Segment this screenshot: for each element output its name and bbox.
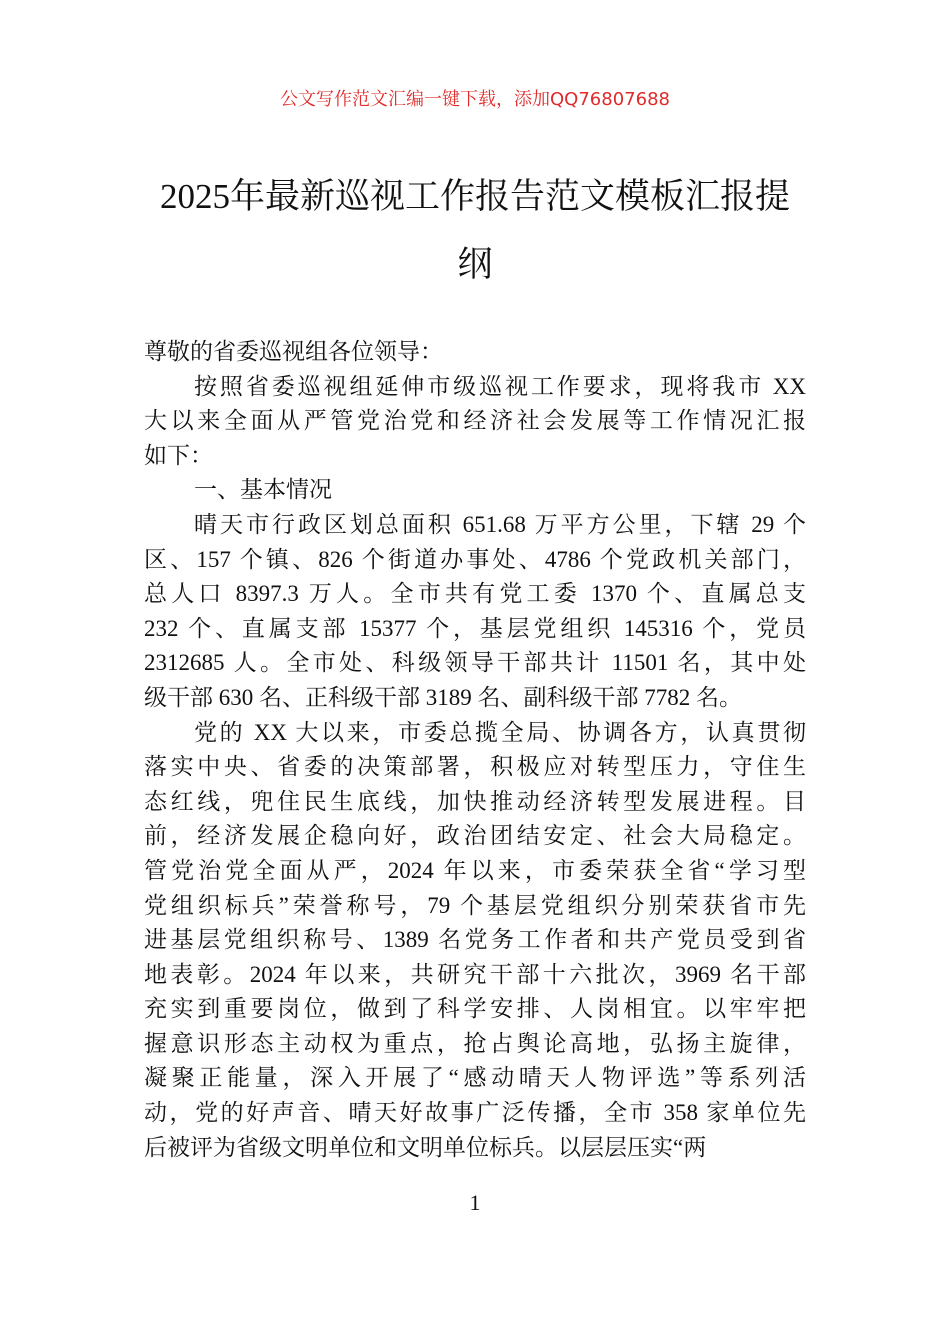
text-line: 落实中央、省委的决策部署，积极应对转型压力，守住生: [144, 754, 806, 780]
paragraph: [144, 508, 806, 716]
text-line: 前，经济发展企稳向好，政治团结安定、社会大局稳定。: [144, 823, 806, 849]
text-line: 党的 XX 大以来，市委总揽全局、协调各方，认真贯彻: [194, 719, 806, 745]
text-line: 动，党的好声音、晴天好故事广泛传播，全市 358 家单位先: [144, 1100, 806, 1126]
text-line: 2312685 人。全市处、科级领导干部共计 11501 名，其中处: [144, 650, 806, 676]
text-line: 晴天市行政区划总面积 651.68 万平方公里，下辖 29 个: [194, 511, 806, 537]
text-line: 如下：: [144, 442, 213, 468]
text-line: 后被评为省级文明单位和文明单位标兵。以层层压实“两: [144, 1134, 707, 1160]
paragraph: [144, 370, 806, 474]
text-line: 级干部 630 名、正科级干部 3189 名、副科级干部 7782 名。: [144, 684, 742, 710]
text-line: 充实到重要岗位，做到了科学安排、人岗相宜。以牢牢把: [144, 996, 806, 1022]
text-line: 凝聚正能量，深入开展了“感动晴天人物评选”等系列活: [144, 1065, 806, 1091]
text-line: 区、157 个镇、826 个街道办事处、4786 个党政机关部门，: [144, 546, 806, 572]
text-line: 尊敬的省委巡视组各位领导：: [144, 339, 443, 364]
title-line: 2025年最新巡视工作报告范文模板汇报提: [159, 177, 790, 216]
text-line: 态红线，兜住民生底线，加快推动经济转型发展进程。目: [144, 788, 806, 814]
text-line: 管党治党全面从严，2024 年以来，市委荣获全省“学习型: [144, 857, 806, 883]
text-line: 地表彰。2024 年以来，共研究干部十六批次，3969 名干部: [144, 961, 806, 987]
document-title: [144, 163, 806, 299]
text-line: 总人口 8397.3 万人。全市共有党工委 1370 个、直属总支: [144, 581, 806, 607]
text-line: 按照省委巡视组延伸市级巡视工作要求，现将我市 XX: [194, 373, 806, 399]
title-line: 纲: [457, 245, 493, 284]
text-line: 握意识形态主动权为重点，抢占舆论高地，弘扬主旋律，: [144, 1030, 806, 1056]
text-line: 进基层党组织称号、1389 名党务工作者和共产党员受到省: [144, 927, 806, 953]
paragraph: [144, 335, 806, 370]
text-line: 党组织标兵”荣誉称号，79 个基层党组织分别荣获省市先: [144, 892, 806, 918]
page-number: 1: [469, 1190, 481, 1215]
text-line: 一、基本情况: [194, 477, 332, 503]
paragraph: [144, 473, 806, 508]
paragraph: [144, 716, 806, 1166]
text-line: 232 个、直属支部 15377 个，基层党组织 145316 个，党员: [144, 615, 806, 641]
text-line: 大以来全面从严管党治党和经济社会发展等工作情况汇报: [144, 408, 806, 434]
document-body: [144, 335, 806, 1165]
watermark-download-notice: 公文写作范文汇编一键下载，添加QQ76807688: [280, 89, 670, 110]
